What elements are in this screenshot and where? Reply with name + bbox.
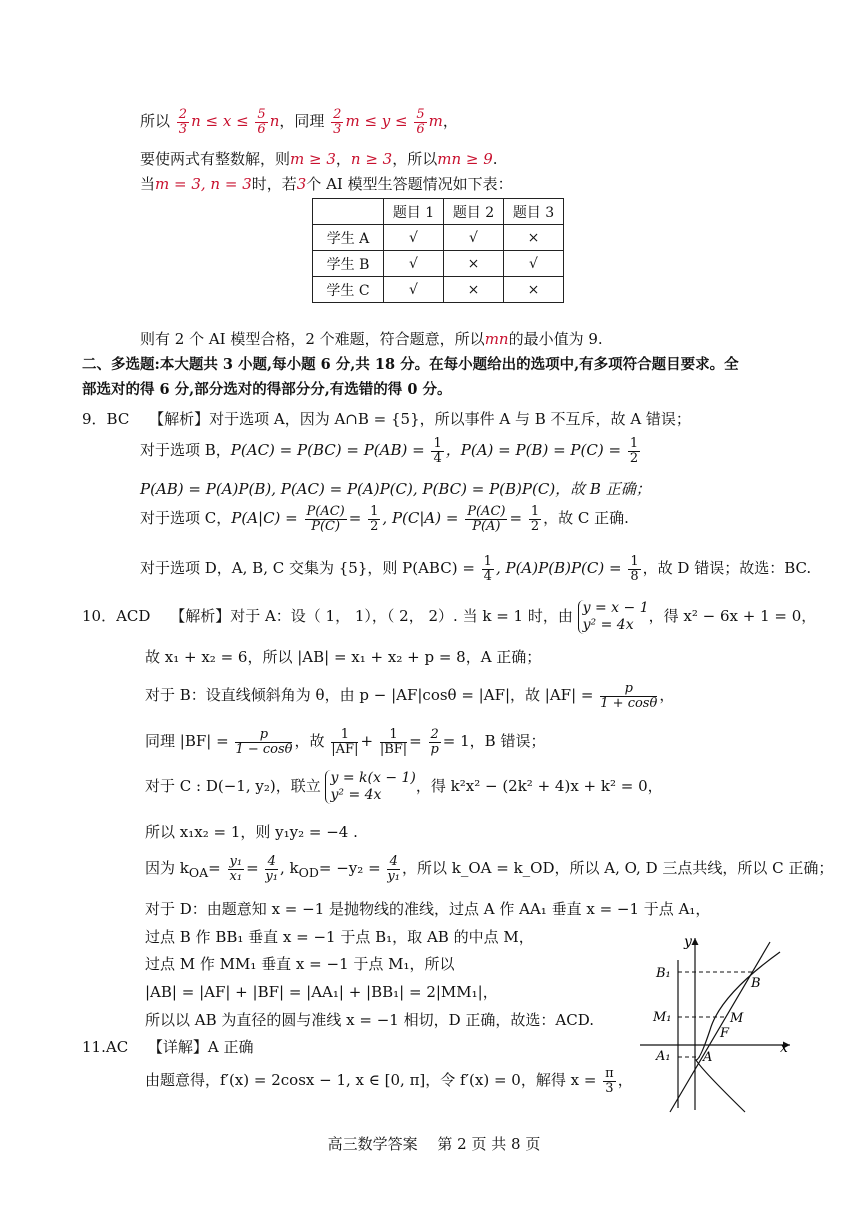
fraction: $\frac{2}{p}$ [430,727,439,757]
label-y: y [684,934,692,950]
q9-line-4 [140,505,629,533]
fraction: $\frac{p}{1 + \cos\theta}$ [600,681,658,711]
table-cell: √ [504,251,564,277]
table-cell: 题目 1 [384,199,444,225]
text: ，得 k²x² − (2k² + 4)x + k² = 0， [415,776,663,795]
math: = [246,859,259,878]
math: = [509,509,523,528]
math: , P(A)P(B)P(C) = [495,559,622,578]
math: 因为 k [145,859,189,878]
label-B1: B₁ [656,966,671,981]
fraction: $\frac{4}{\text{y₁}}$ [387,854,400,884]
math: = [409,732,422,751]
q10-line-5 [145,770,663,804]
text: ，所以 [392,150,438,168]
text: 对于选项 D， [140,559,232,578]
fraction: $\frac{1}{8}$ [630,554,639,584]
text: 所以 [140,112,171,131]
q9-line-3: P(AB) = P(A)P(B), P(AC) = P(A)P(C), P(BC) = P(B)P(C)，故 B 正确； [140,480,651,498]
text: 由题意得，f′(x) = 2cosx − 1, x ∈ [0, π]，令 f′(x) = 0，解得 x = [145,1071,597,1090]
q10-line-1 [82,600,816,634]
cond: mn ≥ 9 [437,150,493,168]
table-cell: 学生 A [313,225,384,251]
table-cell: 学生 C [313,277,384,303]
text: 对于 C : D(−1, y₂)，联立 [145,776,321,795]
table-cell: 题目 2 [444,199,504,225]
q10-line-6: 所以 x₁x₂ = 1，则 y₁y₂ = −4 . [145,823,358,841]
text: ， [335,150,351,168]
table-cell: 学生 B [313,251,384,277]
equation-system: y = x − 1 y² = 4x [578,600,649,634]
fraction: $\frac{1}{|BF|}$ [379,727,408,757]
fraction: $\frac{2}{3}$ [178,107,188,137]
text: ， [442,112,458,131]
answer-table [312,198,564,303]
math: , k [279,859,299,878]
table-row [313,277,564,303]
q10-line-12: 所以以 AB 为直径的圆与准线 x = −1 相切，D 正确，故选：ACD. [145,1011,594,1029]
text: ，故 D 错误；故选：BC. [642,559,812,578]
section-2-heading-cont: 部选对的得 6 分,部分选对的得部分分,有选错的得 0 分。 [82,381,452,398]
fraction: $\frac{\text{y₁}}{\text{x₁}}$ [229,854,243,884]
q9-line-2 [140,437,642,465]
text: 时，若 [251,175,297,193]
q10-line-10: 过点 M 作 MM₁ 垂直 x = −1 于点 M₁，所以 [145,955,455,973]
fraction: $\frac{4}{\text{y₁}}$ [265,854,278,884]
cond: n ≥ 3 [350,150,393,168]
inequality: m ≤ y ≤ [345,112,408,131]
text: ， [617,1071,633,1090]
text: 对于选项 C， [140,509,232,528]
parabola-figure [640,930,800,1115]
label-A: A [703,1050,713,1065]
text: 10．ACD 【解析】对于 A：设（ 1， 1），（ 2， 2）. 当 k = 1 时，由 [82,606,573,625]
label-B: B [751,976,761,991]
table-row [313,251,564,277]
math: = [208,859,221,878]
equation-system: y = k(x − 1) y² = 4x [325,770,415,804]
fraction: $\frac{1}{4}$ [483,554,492,584]
fraction: $\frac{1}{4}$ [433,436,442,466]
text: ，同理 [279,112,325,131]
label-A1: A₁ [656,1049,671,1064]
text: 则有 2 个 AI 模型合格，2 个难题，符合题意，所以 [140,330,485,348]
q9-line-1: 9．BC 【解析】对于选项 A，因为 A∩B = {5}，所以事件 A 与 B 不互斥，故 A 错误； [82,410,691,428]
table-cell [313,199,384,225]
q10-line-4 [145,728,545,756]
text: ，故 C 正确. [543,509,629,528]
fraction: $\frac{P(AC)}{P(A)}$ [467,504,506,534]
table-cell: √ [384,225,444,251]
var: m [428,112,443,131]
math: = [348,509,362,528]
fraction: $\frac{1}{2}$ [530,504,540,534]
text: ，故 [294,732,325,751]
fraction: $\frac{5}{6}$ [257,107,266,137]
para-2 [140,150,498,169]
q10-line-8: 对于 D：由题意知 x = −1 是抛物线的准线，过点 A 作 AA₁ 垂直 x = −1 于点 A₁， [145,900,711,918]
fraction: $\frac{p}{1 - \cos\theta}$ [235,727,293,757]
text: 同理 |BF| = [145,732,229,751]
math: , P(C|A) = [382,509,459,528]
q9-line-5 [140,555,811,583]
q10-line-9: 过点 B 作 BB₁ 垂直 x = −1 于点 B₁，取 AB 的中点 M， [145,928,534,946]
text: 个 AI 模型生答题情况如下表： [306,175,513,193]
math: + [360,732,374,751]
table-cell: × [504,277,564,303]
table-header-row [313,199,564,225]
para-4 [140,330,603,349]
table-cell: 题目 3 [504,199,564,225]
q10-line-7 [145,855,833,883]
cond: 3 [296,175,307,193]
text: ，得 x² − 6x + 1 = 0， [648,606,817,625]
subscript: OD [298,865,319,881]
fraction: $\frac{1}{2}$ [629,436,639,466]
text: 要使两式有整数解，则 [140,150,291,168]
text: ，所以 k_OA = k_OD，所以 A, O, D 三点共线，所以 C 正确； [401,859,834,878]
fraction: $\frac{P(AC)}{P(C)}$ [306,504,345,534]
label-M: M [730,1011,744,1026]
q10-line-11: |AB| = |AF| + |BF| = |AA₁| + |BB₁| = 2|MM₁|， [145,983,498,1001]
q11-line-2 [145,1067,633,1095]
inequality: n ≤ x ≤ [191,112,249,131]
para-1 [140,108,458,136]
table-cell: × [444,251,504,277]
math: ，P(A) = P(B) = P(C) = [445,441,622,460]
math: A, B, C 交集为 {5}，则 P(ABC) = [231,559,475,578]
table-cell: × [504,225,564,251]
cond: m = 3, n = 3 [155,175,252,193]
fraction: $\frac{1}{2}$ [370,504,379,534]
page-footer: 高三数学答案 第 2 页 共 8 页 [327,1135,541,1153]
q10-line-2: 故 x₁ + x₂ = 6，所以 |AB| = x₁ + x₂ + p = 8，A 正确； [145,648,542,666]
var: mn [484,330,509,348]
table-cell: √ [384,277,444,303]
subscript: OA [188,865,209,881]
para-3 [140,175,513,194]
q11-line-1: 11.AC 【详解】A 正确 [82,1038,254,1056]
text: 对于 B：设直线倾斜角为 θ，由 p − |AF|cosθ = |AF|，故 |AF| = [145,686,594,705]
fraction: $\frac{2}{3}$ [333,107,342,137]
parabola-curve [696,952,780,1112]
text: 对于选项 B， [140,441,231,460]
text: . [492,150,498,168]
label-F: F [720,1026,730,1041]
math: P(AC) = P(BC) = P(AB) = [230,441,425,460]
text: 当 [140,175,156,193]
fraction: $\frac{\pi}{3}$ [605,1066,614,1096]
fraction: $\frac{5}{6}$ [416,107,425,137]
table-cell: × [444,277,504,303]
text: 的最小值为 9. [508,330,603,348]
table-cell: √ [444,225,504,251]
text: = 1，B 错误； [442,732,546,751]
q10-line-3 [145,682,674,710]
label-x: x [780,1040,788,1056]
section-2-heading: 二、多选题:本大题共 3 小题,每小题 6 分,共 18 分。在每小题给出的选项中,有多项符合题目要求。全 [82,356,739,373]
math: P(A|C) = [231,509,298,528]
var: n [269,112,280,131]
cond: m ≥ 3 [290,150,336,168]
table-cell: √ [384,251,444,277]
table-row [313,225,564,251]
math: = −y₂ = [318,859,381,878]
label-M1: M₁ [653,1010,672,1025]
text: ， [659,686,675,705]
fraction: $\frac{1}{|AF|}$ [331,727,359,757]
